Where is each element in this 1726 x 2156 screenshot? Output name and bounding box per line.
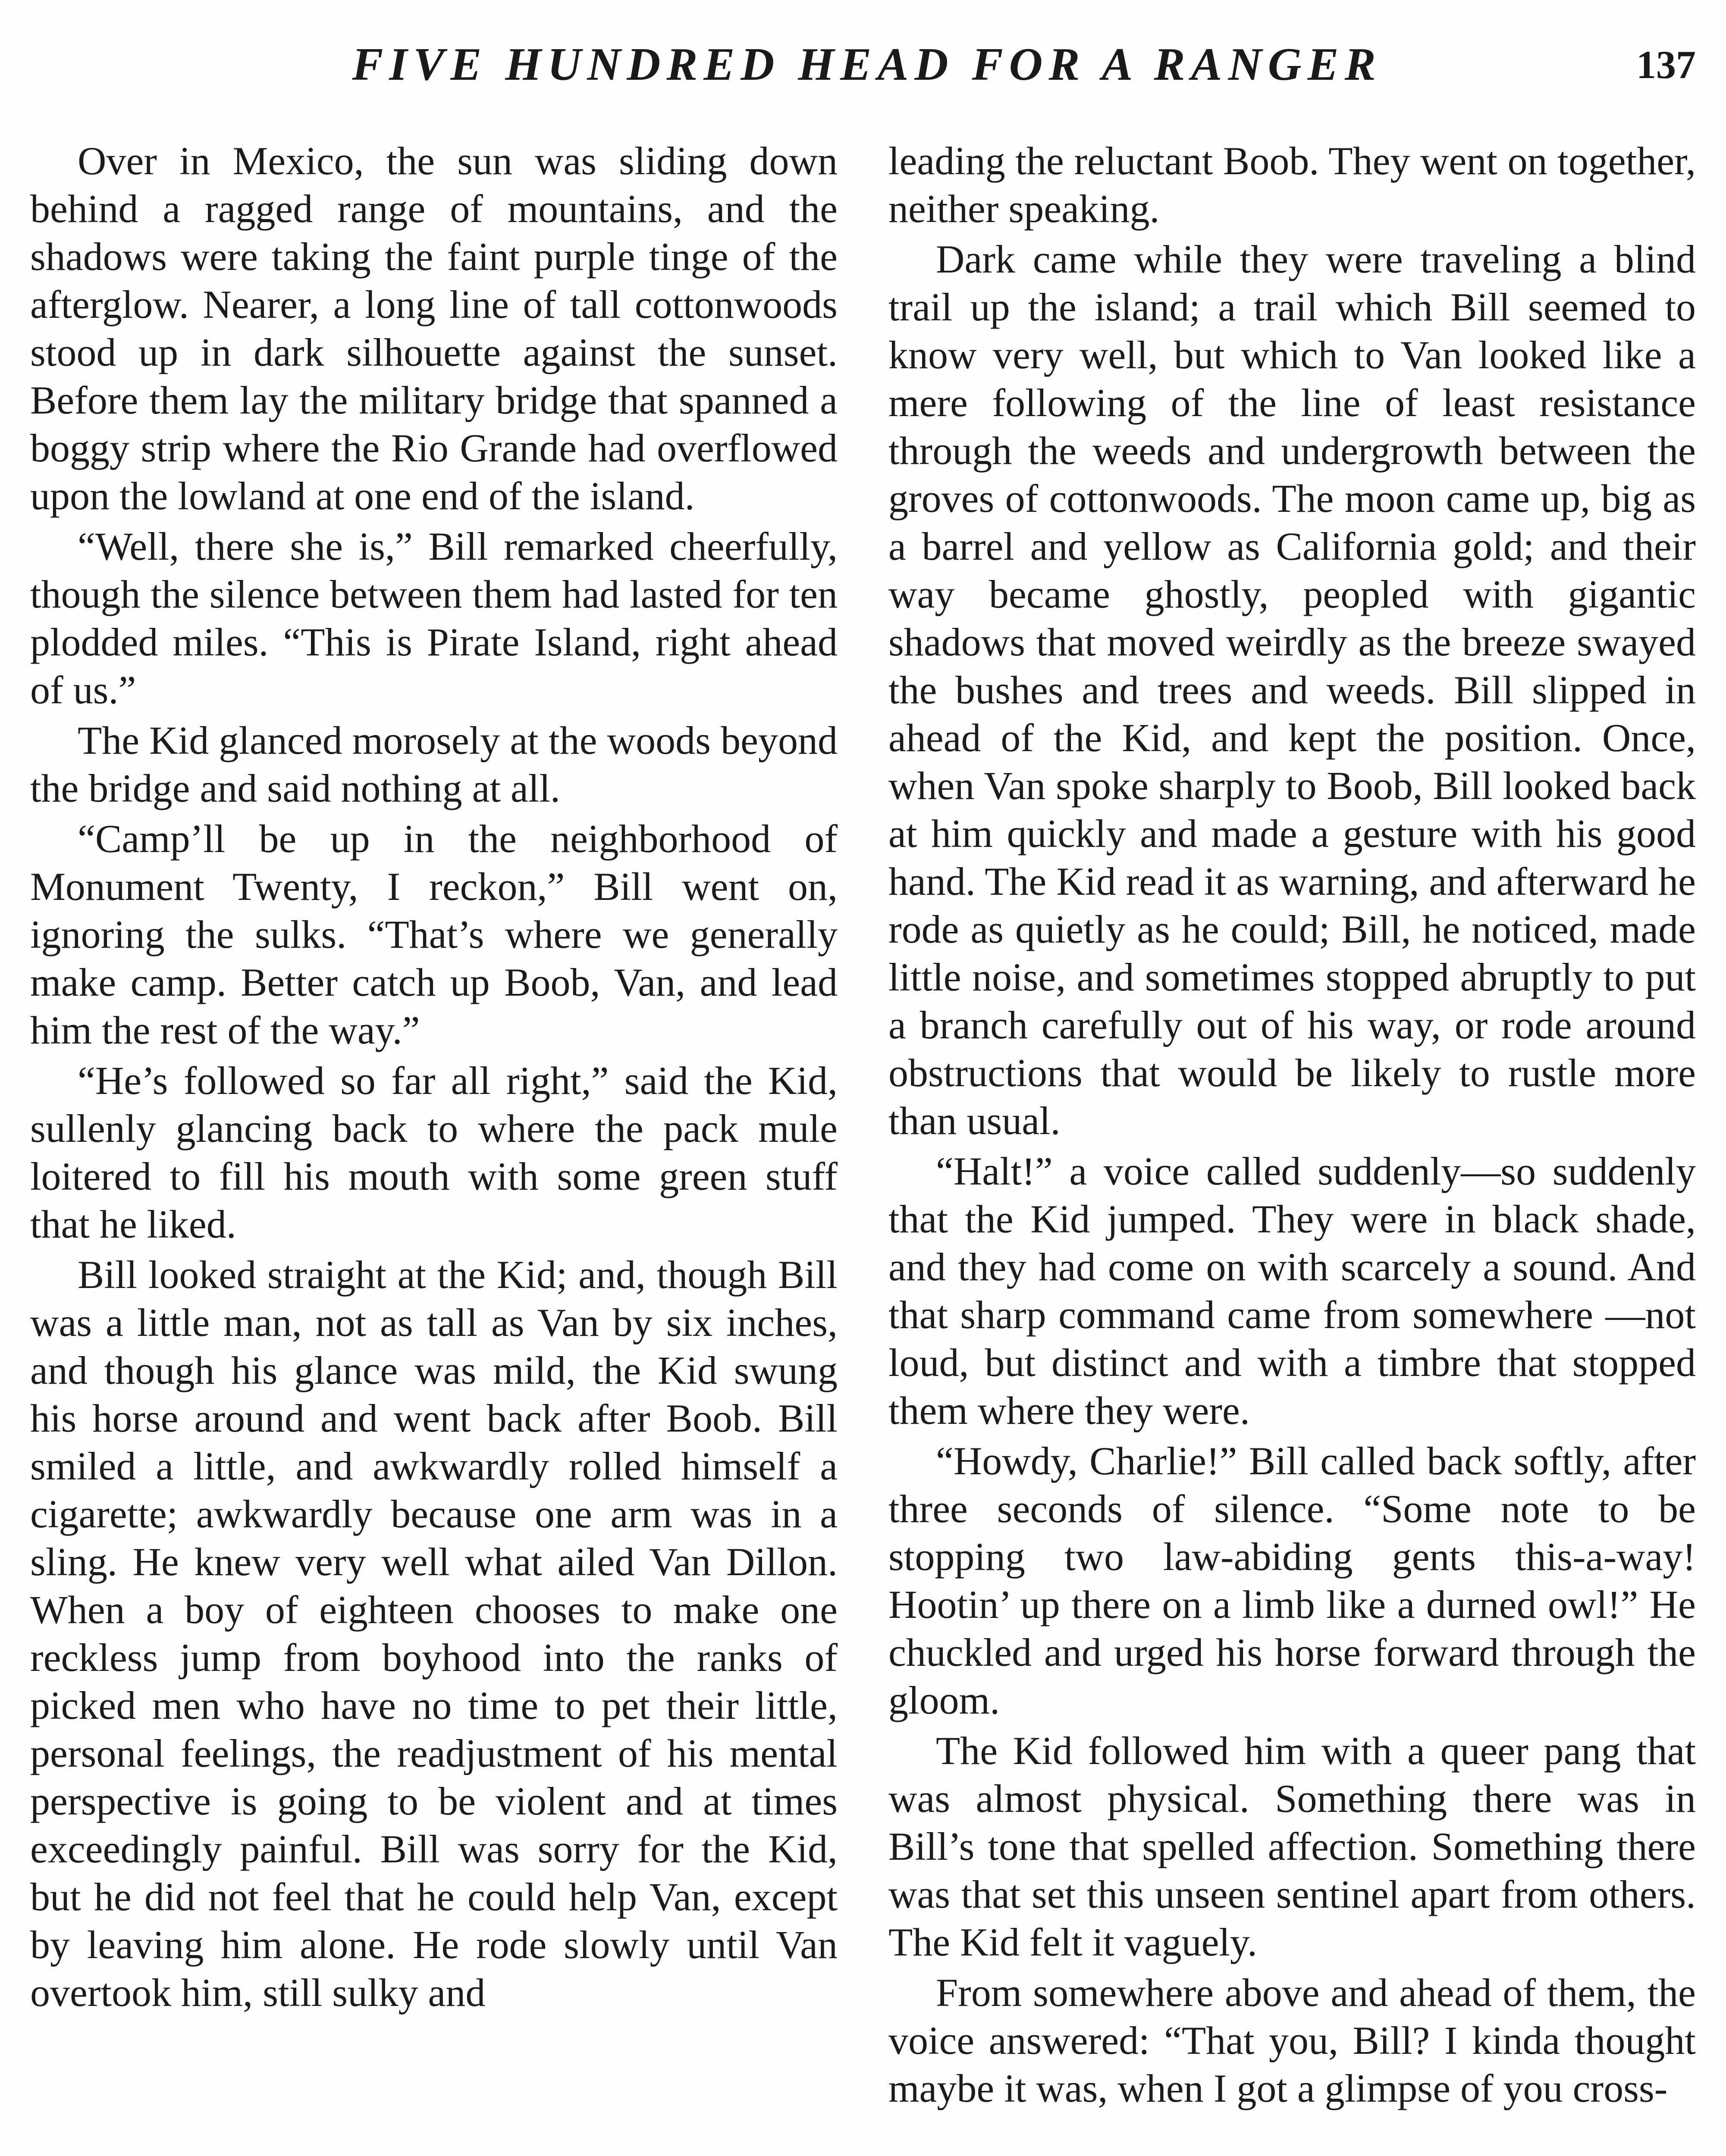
right-column <box>888 137 1696 2115</box>
paragraph: “He’s followed so far all right,” said the Kid, sullenly glancing back to where the pack mule loitered to fill his mouth with some green stuff that he liked. <box>30 1059 838 1246</box>
paragraph: The Kid glanced morosely at the woods beyond the bridge and said nothing at all. <box>30 718 838 810</box>
paragraph: Bill looked straight at the Kid; and, though Bill was a little man, not as tall as Van by six inches, and though his glance was mild, the Kid swung his horse around and went back after Boob. Bill smiled a little, and awkwardly rolled himself a cigarette; awkwardly because one arm was in a sling. He knew very well what ailed Van Dillon. When a boy of eighteen chooses to make one reckless jump from boyhood into the ranks of picked men who have no time to pet their little, personal feelings, the readjustment of his mental perspective is going to be violent and at times exceedingly painful. Bill was sorry for the Kid, but he did not feel that he could help Van, except by leaving him alone. He rode slowly until Van overtook him, still sulky and <box>30 1253 838 2015</box>
paragraph: “Camp’ll be up in the neighborhood of Monument Twenty, I reckon,” Bill went on, ignoring the sulks. “That’s where we generally make camp. Better catch up Boob, Van, and lead him the rest of the way.” <box>30 817 838 1052</box>
paragraph: From somewhere above and ahead of them, the voice answered: “That you, Bill? I kinda thought maybe it was, when I got a glimpse of you cross- <box>888 1971 1696 2110</box>
paragraph: Dark came while they were traveling a blind trail up the island; a trail which Bill seemed to know very well, but which to Van looked like a mere following of the line of least resistance through the weeds and undergrowth between the groves of cottonwoods. The moon came up, big as a barrel and yellow as California gold; and their way became ghostly, peopled with gigantic shadows that moved weirdly as the breeze swayed the bushes and trees and weeds. Bill slipped in ahead of the Kid, and kept the position. Once, when Van spoke sharply to Boob, Bill looked back at him quickly and made a gesture with his good hand. The Kid read it as warning, and afterward he rode as quietly as he could; Bill, he noticed, made little noise, and sometimes stopped abruptly to put a branch carefully out of his way, or rode around obstructions that would be likely to rustle more than usual. <box>888 237 1696 1143</box>
paragraph-continuation: leading the reluctant Boob. They went on together, neither speaking. <box>888 139 1696 231</box>
paragraph: “Howdy, Charlie!” Bill called back softly, after three seconds of silence. “Some note to be stopping two law-abiding gents this-a-way! Hootin’ up there on a limb like a durned owl!” He chuckled and urged his horse forward through the gloom. <box>888 1439 1696 1722</box>
page-number: 137 <box>1636 43 1696 87</box>
paragraph: “Well, there she is,” Bill remarked cheerfully, though the silence between them had lasted for ten plodded miles. “This is Pirate Island, right ahead of us.” <box>30 524 838 712</box>
paragraph: Over in Mexico, the sun was sliding down behind a ragged range of mountains, and the shadows were taking the faint purple tinge of the afterglow. Nearer, a long line of tall cottonwoods stood up in dark silhouette against the sunset. Before them lay the military bridge that spanned a boggy strip where the Rio Grande had overflowed upon the lowland at one end of the island. <box>30 139 838 518</box>
running-title: FIVE HUNDRED HEAD FOR A RANGER <box>352 39 1382 90</box>
left-column <box>30 137 838 2019</box>
page-header <box>0 34 1726 95</box>
paragraph: The Kid followed him with a queer pang that was almost physical. Something there was in Bill’s tone that spelled affection. Something there was that set this unseen sentinel apart from others. The Kid felt it vaguely. <box>888 1729 1696 1964</box>
paragraph: “Halt!” a voice called suddenly—so suddenly that the Kid jumped. They were in black shade, and they had come on with scarcely a sound. And that sharp command came from somewhere —not loud, but distinct and with a timbre that stopped them where they were. <box>888 1149 1696 1432</box>
